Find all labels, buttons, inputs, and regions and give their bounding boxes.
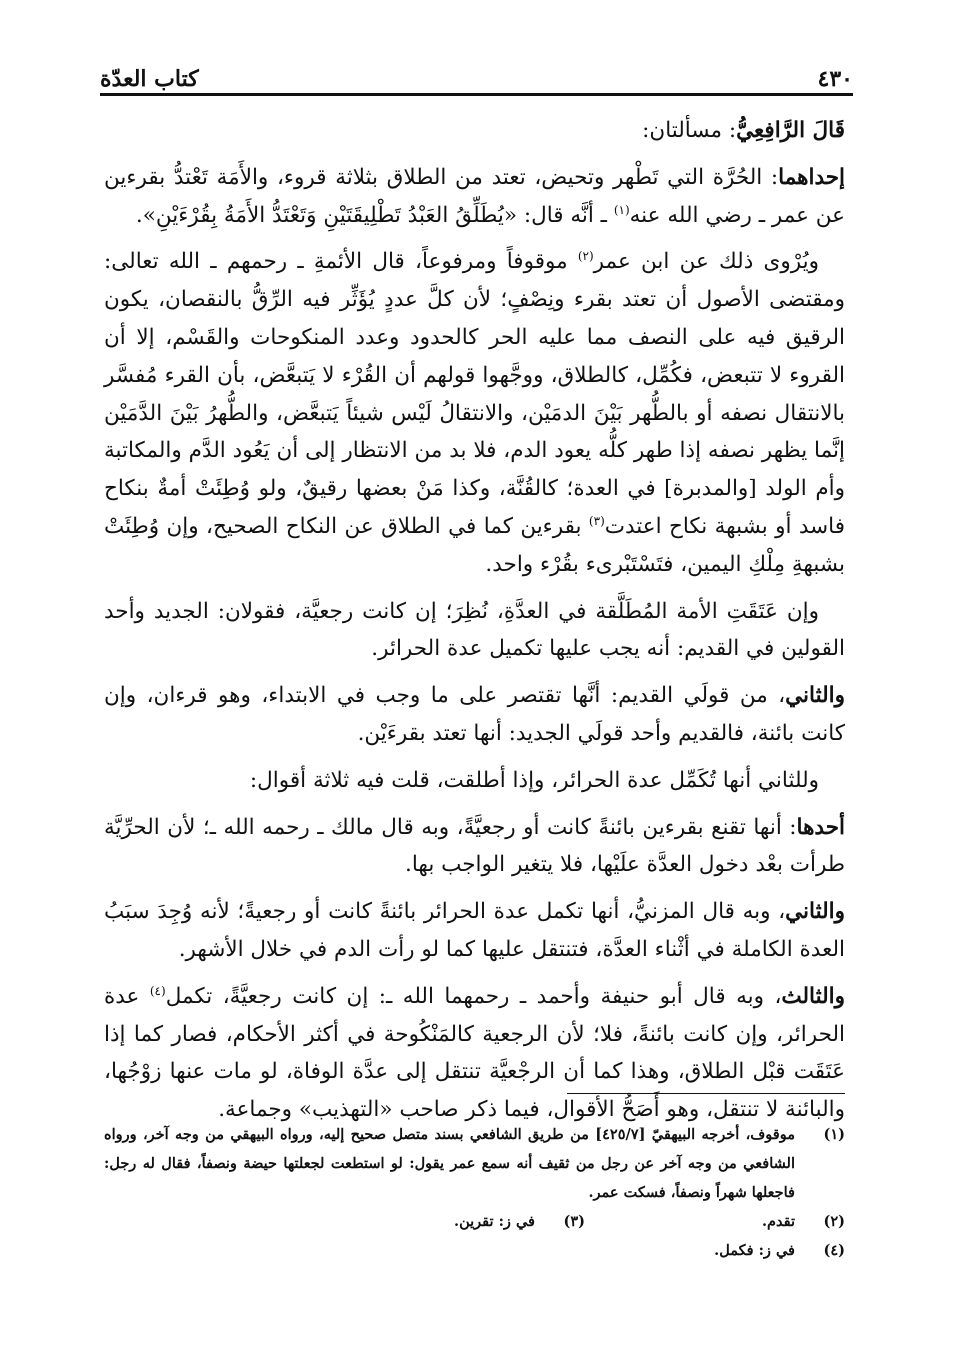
section-label: أحدها xyxy=(796,814,845,840)
footnote-number: (١) xyxy=(823,1126,845,1143)
footnote-2 xyxy=(585,1207,845,1236)
footnote-ref[interactable]: (٣) xyxy=(588,513,605,528)
paragraph-3: ويُرْوى ذلك عن ابن عمر$^{(٢)}$ موقوفاً ومرفوعاً، قال الأئمةِ ـ رحمهم ـ الله تعالى: ومقتضى الأصول أن تعتد بقرء ونِصْفٍ؛ لأن كلَّ عددٍ يُؤَثِّر فيه الرِّقُّ بالنقصان، يكون الرقيق فيه على النصف مما عليه الحر كالحدود وعدد المنكوحات والقَسْم، إلا أن القروء لا تتبعض، فكُمِّل، كالطلاق، ووجَّهوا قولهم أن القُرْء لا يَتبعَّض، بأن القرء مُفسَّر بالانتقال نصفه أو بالطُّهر بَيْنَ الدمَيْن، والانتقالُ لَيْس شيئاً يَتبعَّض، والطُّهرُ بَيْنَ الدَّمَيْن إنَّما يظهر نصفه إذا طهر كلُّه يعود الدم، فلا بد من الانتظار إلى أن يَعُود الدَّم والمكاتبة وأم الولد [والمدبرة] في العدة؛ كالقُنَّة، وكذا مَنْ بعضها رقيقٌ، ولو وُطِئَتْ أمةٌ بنكاح فاسد أو بشبهة نكاح اعتدت$^{(٣)}$ بقرءين كما في الطلاق عن النكاح الصحيح، وإن وُطِئَتْ بشبهةِ مِلْكِ اليمين، فتَسْتَبْرىء بقُرْء واحد. xyxy=(104,249,845,577)
paragraph-8: والثاني، وبه قال المزنيُّ، أنها تكمل عدة الحرائر بائنةً كانت أو رجعيةً؛ لأنه وُجِدَ سبَبُ العدة الكاملة في أثْناء العدَّة، فتنتقل عليها كما لو رأت الدم في خلال الأشهر. xyxy=(104,899,845,962)
footnote-row xyxy=(104,1207,845,1236)
footnote-rule xyxy=(567,1093,845,1094)
footnote-text: في ز: فكمل. xyxy=(714,1242,795,1259)
page-number: ٤٣٠ xyxy=(817,66,853,92)
paragraph-7: أحدها: أنها تقنع بقرءين بائنةً كانت أو رجعيَّةً، وبه قال مالك ـ رحمه الله ـ؛ لأن الحرِّيَّة طرأت بعْد دخول العدَّة علَيْها، فلا يتغير الواجب بها. xyxy=(104,814,845,878)
paragraph-1: قَالَ الرَّافِعِيُّ: مسألتان: xyxy=(642,118,845,143)
footnote-text: في ز: تقرين. xyxy=(454,1213,535,1230)
footnote-ref[interactable]: (٢) xyxy=(577,249,594,264)
running-header xyxy=(100,52,853,92)
footnote-1 xyxy=(104,1120,845,1207)
paragraph-2: إحداهما: الحُرَّة التي تَطْهر وتحيض، تعتد من الطلاق بثلاثة قروء، والأَمَة تَعْتدُّ بقرءين عن عمر ـ رضي الله عنه$^{(١)}$ ـ أنَّه قال: «يُطَلِّقُ العَبْدُ تَطْلِيقَتَيْنِ وَتَعْتَدُّ الأَمَةُ بِقُرْءَيْنِ». xyxy=(104,164,845,228)
speaker-label: قَالَ الرَّافِعِيُّ xyxy=(736,118,845,143)
book-title: كتاب العدّة xyxy=(100,66,199,92)
main-text xyxy=(104,112,845,1138)
section-label: والثاني xyxy=(785,683,845,709)
section-label: والثاني xyxy=(785,899,845,925)
footnote-ref[interactable]: (٤) xyxy=(149,983,166,998)
footnote-text: تقدم. xyxy=(761,1213,795,1230)
footnote-number: (٢) xyxy=(823,1213,845,1230)
paragraph-9: والثالث، وبه قال أبو حنيفة وأحمد ـ رحمهما الله ـ: إن كانت رجعيَّةً، تكمل$^{(٤)}$ عدة الحرائر، وإن كانت بائنةً، فلا؛ لأن الرجعية كالمَنْكُوحة في أكثر الأحكام، فصار كما إذا عَتَقَت قبْل الطلاق، وهذا كما أن الرجْعيَّة تنتقل إلى عدَّة الوفاة، لو مات عنها زوْجُها، والبائنة لا تنتقل، وهو أَصَحُّ الأقوال، فيما ذكر صاحب «التهذيب» وجماعة. xyxy=(104,983,845,1123)
footnote-text: موقوف، أخرجه البيهقيّ [٤٢٥/٧] من طريق الشافعي بسند متصل صحيح إليه، ورواه البيهقي من وجه آخر، ورواه الشافعي من وجه آخر عن رجل من ثقيف أنه سمع عمر يقول: لو استطعت لجعلتها حيضة ونصفاً، فقال له رجل: فاجعلها شهراً ونصفاً، فسكت عمر. xyxy=(104,1126,795,1201)
section-label: إحداهما xyxy=(778,164,845,190)
paragraph-5: والثاني، من قولَي القديم: أنَّها تقتصر على ما وجب في الابتداء، وهو قرءان، وإن كانت بائنة، فالقديم وأحد قولَي الجديد: أنها تعتد بقرءَيْن. xyxy=(104,683,845,746)
section-label: والثالث xyxy=(781,983,845,1009)
footnote-4 xyxy=(104,1236,845,1265)
paragraph-4: وإن عَتَقَتِ الأمة المُطَلَّقة في العدَّةِ، نُظِرَ؛ إن كانت رجعيَّة، فقولان: الجديد وأحد القولين في القديم: أنه يجب عليها تكميل عدة الحرائر. xyxy=(104,598,845,662)
footnote-ref[interactable]: (١) xyxy=(613,202,630,217)
paragraph-6: وللثاني أنها تُكَمِّل عدة الحرائر، وإذا أطلقت، قلت فيه ثلاثة أقوال: xyxy=(249,767,819,793)
footnotes xyxy=(104,1120,845,1265)
footnote-3 xyxy=(325,1207,585,1236)
footnote-number: (٤) xyxy=(823,1242,845,1259)
header-rule xyxy=(100,93,853,96)
footnote-number: (٣) xyxy=(563,1213,585,1230)
